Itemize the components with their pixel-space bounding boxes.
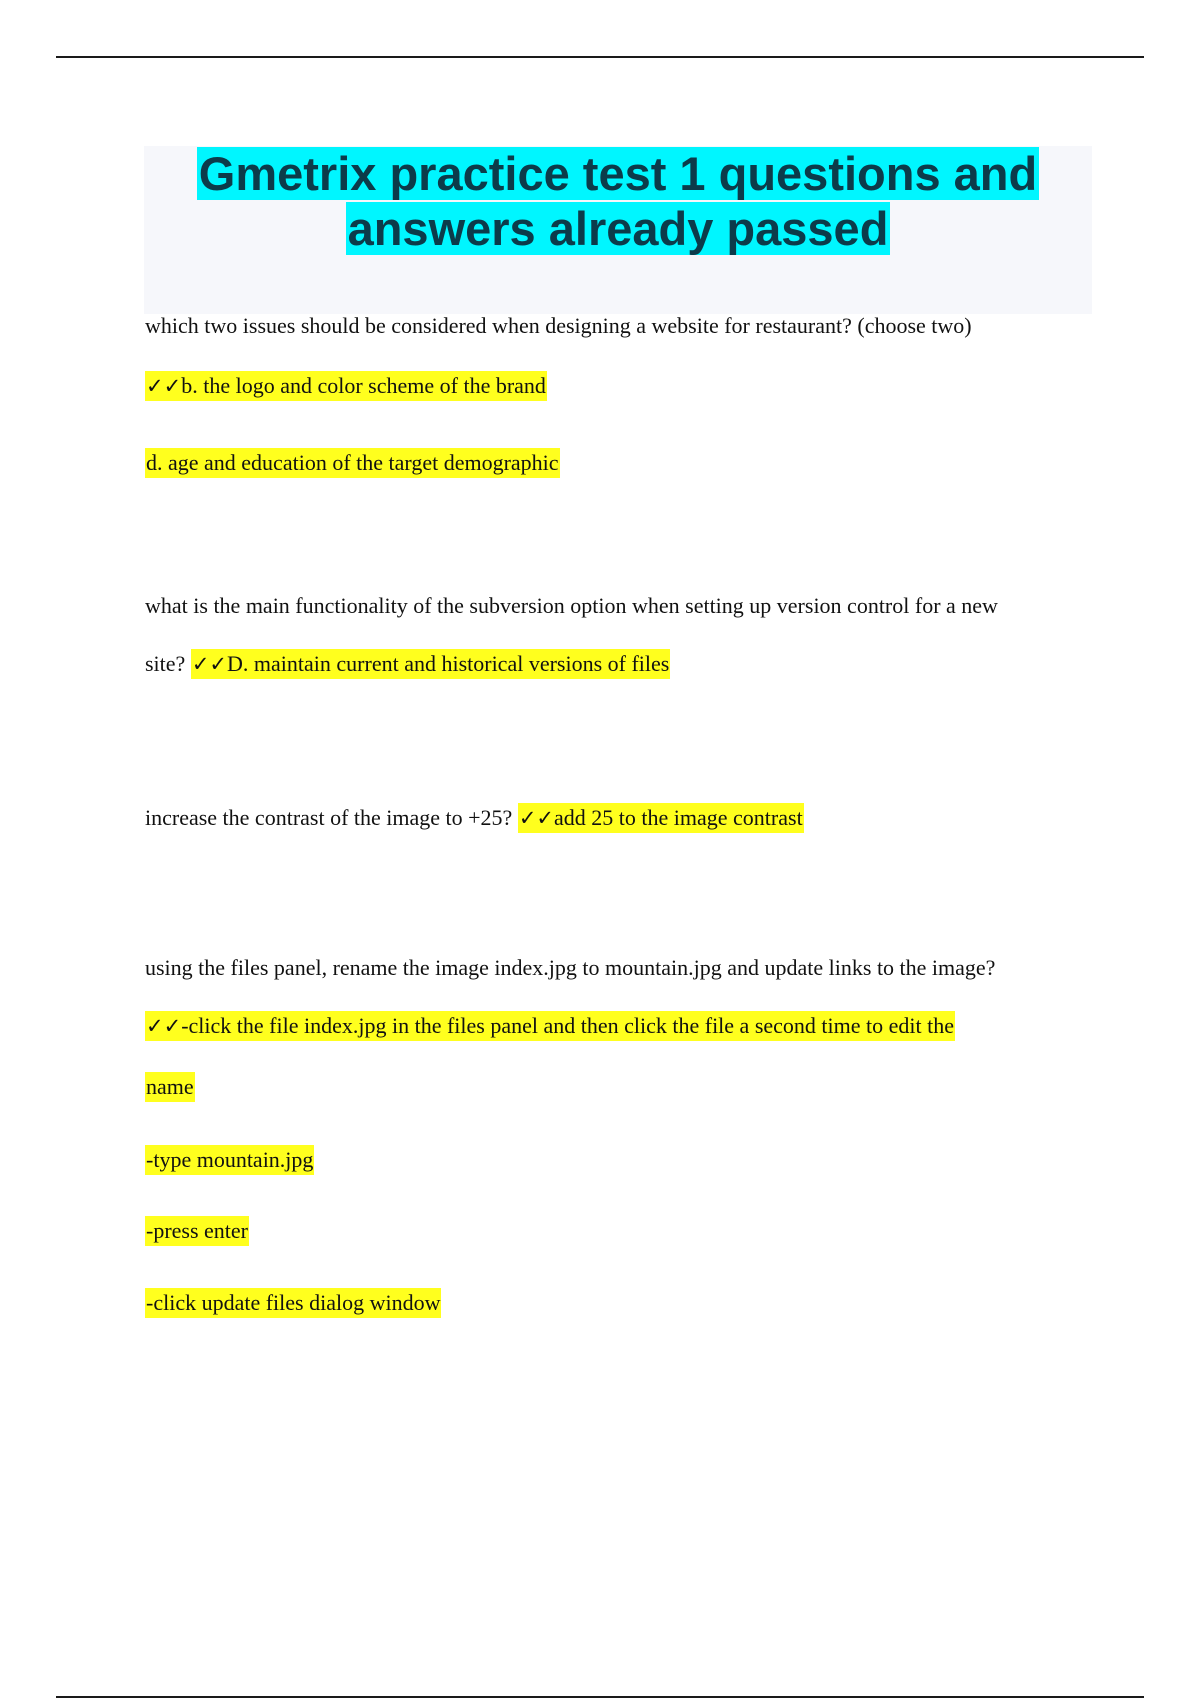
answer-1d-text: d. age and education of the target demographic [145,448,560,478]
answer-3-text: add 25 to the image contrast [554,805,803,830]
answer-4-step-4 [145,1290,441,1316]
answer-4-step-4-text: -click update files dialog window [145,1288,441,1318]
answer-4-step-2-text: -type mountain.jpg [145,1145,314,1175]
question-2-line-1: what is the main functionality of the subversion option when setting up version control for a new [145,593,998,618]
question-3-text: increase the contrast of the image to +25? [145,805,513,830]
question-2-line-2 [145,651,670,677]
check-mark-icon: ✓✓ [146,1014,182,1038]
answer-4-step-1-end: name [145,1072,195,1102]
title-box [144,146,1092,314]
top-rule [56,56,1144,58]
answer-4-step-3-text: -press enter [145,1216,249,1246]
title-line-2: answers already passed [347,202,889,255]
question-3 [145,805,804,831]
answer-4-step-2 [145,1147,314,1173]
check-mark-icon: ✓✓ [518,806,555,830]
question-1: which two issues should be considered when designing a website for restaurant? (choose two) [145,313,972,338]
answer-1b-text: b. the logo and color scheme of the brand [181,373,546,398]
answer-1b [145,373,547,399]
answer-4-step-1-line-1 [145,1013,955,1039]
answer-4-step-1-text: -click the file index.jpg in the files panel and then click the file a second time to edit the [181,1013,954,1038]
bottom-rule [56,1696,1144,1698]
answer-1d [145,450,560,476]
title-line-1: Gmetrix practice test 1 questions and [198,147,1038,200]
answer-4-step-3 [145,1218,249,1244]
question-4: using the files panel, rename the image index.jpg to mountain.jpg and update links to the image? [145,955,996,980]
check-mark-icon: ✓✓ [191,652,228,676]
answer-4-step-1-line-2 [145,1074,195,1100]
question-2-end: site? [145,651,186,676]
check-mark-icon: ✓✓ [146,374,182,398]
document-title [144,146,1092,256]
answer-2-text: D. maintain current and historical versions of files [227,651,670,676]
